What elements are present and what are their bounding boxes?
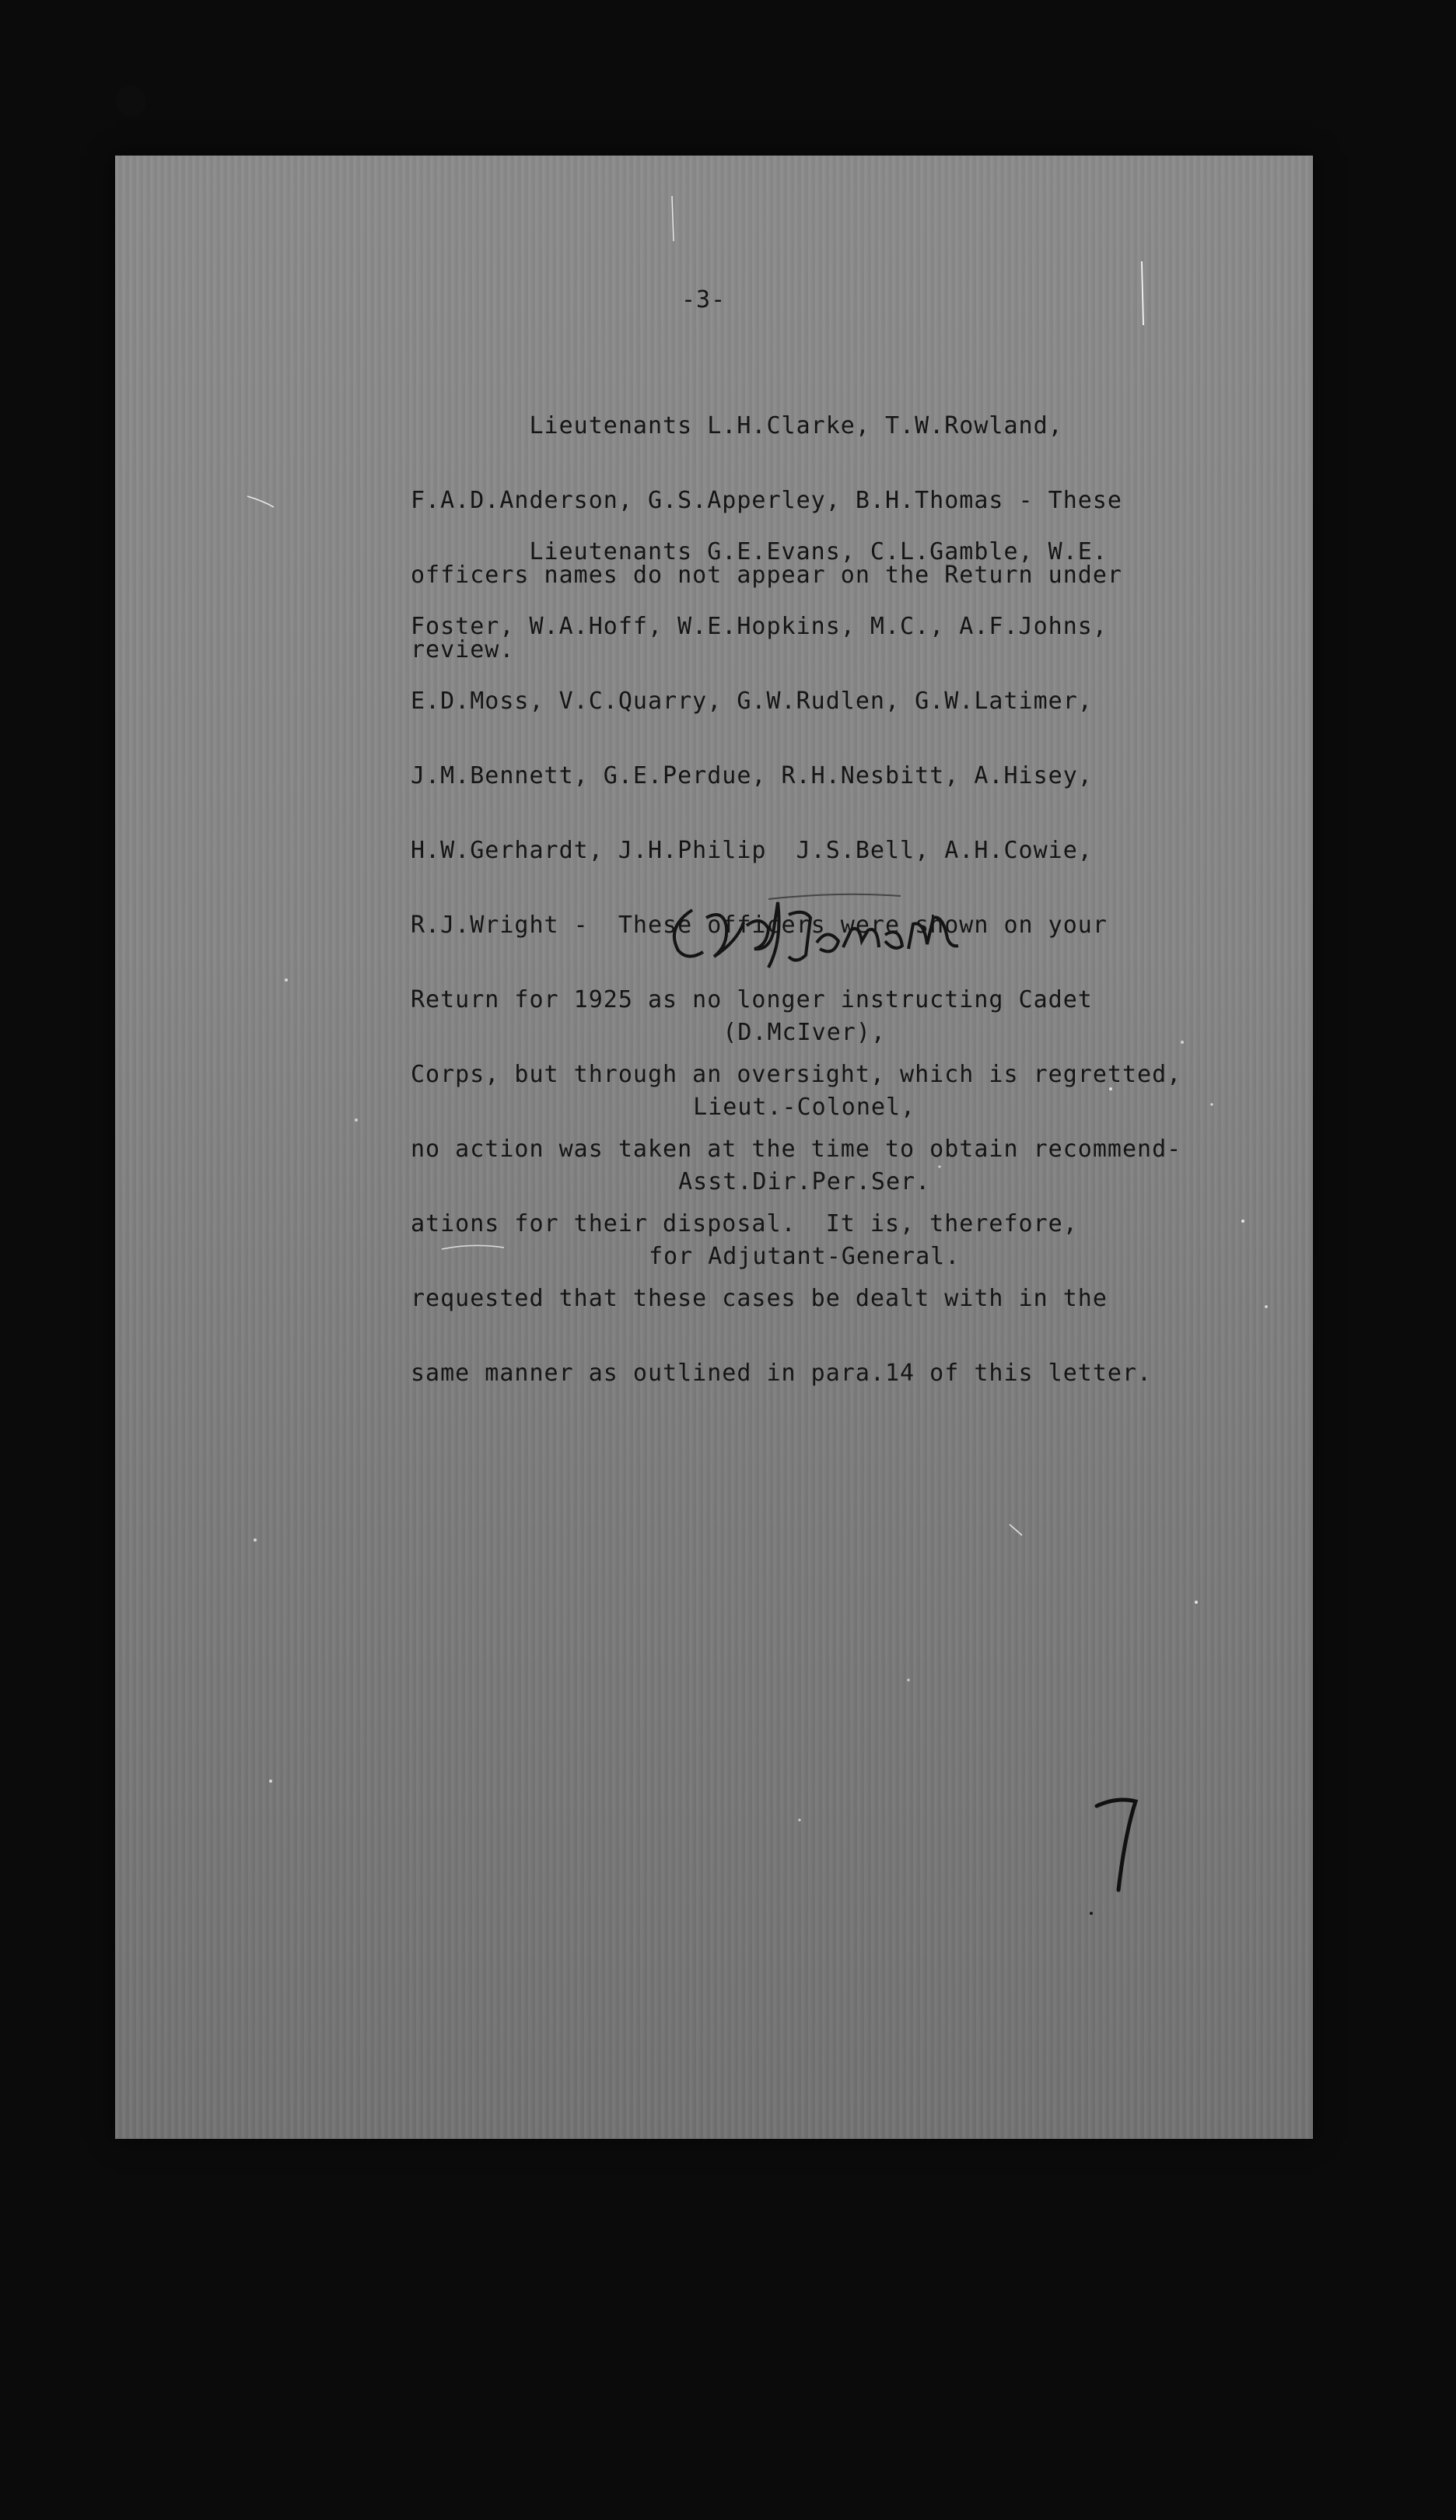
handwritten-signature	[652, 887, 1056, 972]
paragraph-2-line-5: H.W.Gerhardt, J.H.Philip J.S.Bell, A.H.Cowie,	[411, 837, 1093, 864]
handwritten-mark-7	[1086, 1789, 1148, 1898]
paragraph-2-line-12: same manner as outlined in para.14 of this letter.	[411, 1360, 1153, 1387]
page-number: -3-	[681, 286, 726, 313]
paragraph-1-line-3: officers names do not appear on the Return under	[411, 562, 1122, 589]
paragraph-1-line-4: review.	[411, 636, 515, 663]
paragraph-2-line-11: requested that these cases be dealt with in the	[411, 1285, 1108, 1312]
signatory-for: for Adjutant-General.	[649, 1243, 961, 1270]
paragraph-1-line-1: Lieutenants L.H.Clarke, T.W.Rowland,	[411, 412, 1063, 439]
paragraph-2-line-4: J.M.Bennett, G.E.Perdue, R.H.Nesbitt, A.Hisey,	[411, 762, 1093, 789]
paragraph-2-line-1: Lieutenants G.E.Evans, C.L.Gamble, W.E.	[411, 538, 1108, 565]
paragraph-1-line-2: F.A.D.Anderson, G.S.Apperley, B.H.Thomas - These	[411, 487, 1122, 514]
paragraph-2-line-9: no action was taken at the time to obtain recommend-	[411, 1136, 1182, 1163]
paragraph-2-line-7: Return for 1925 as no longer instructing Cadet	[411, 986, 1093, 1013]
paragraph-2-line-8: Corps, but through an oversight, which is regretted,	[411, 1061, 1182, 1088]
paragraph-2-line-10: ations for their disposal. It is, therefore,	[411, 1210, 1078, 1237]
signatory-name: (D.McIver),	[723, 1019, 886, 1046]
document-page	[115, 156, 1313, 2139]
punch-hole	[115, 86, 146, 117]
paragraph-2-line-3: E.D.Moss, V.C.Quarry, G.W.Rudlen, G.W.Latimer,	[411, 688, 1093, 715]
signature-block	[649, 971, 960, 1319]
signatory-title: Asst.Dir.Per.Ser.	[678, 1168, 931, 1195]
signatory-rank: Lieut.-Colonel,	[693, 1094, 916, 1121]
paragraph-2-line-2: Foster, W.A.Hoff, W.E.Hopkins, M.C., A.F.Johns,	[411, 613, 1108, 640]
paragraph-2-line-6: R.J.Wright - These officers were shown on your	[411, 912, 1108, 939]
